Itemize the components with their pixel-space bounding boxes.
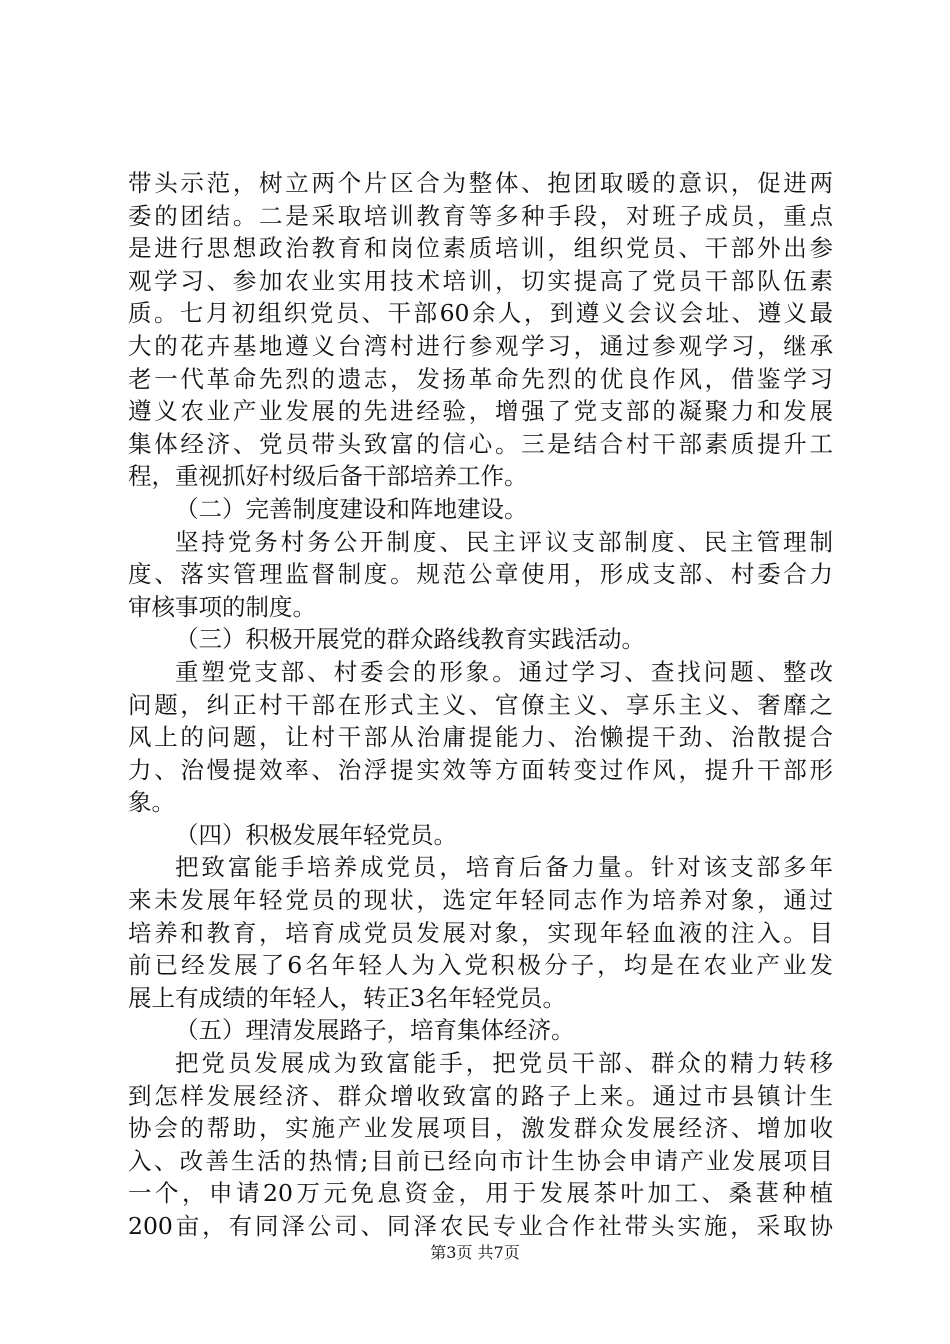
text-line: 到怎样发展经济、群众增收致富的路子上来。通过市县镇计生 (128, 1081, 833, 1110)
text-line: 200亩，有同泽公司、同泽农民专业合作社带头实施，采取协 (128, 1212, 833, 1240)
text-line: 一个，申请20万元免息资金，用于发展茶叶加工、桑葚种植 (128, 1179, 833, 1208)
text-line: 度、落实管理监督制度。规范公章使用，形成支部、村委合力 (128, 560, 833, 589)
text-line: 协会的帮助，实施产业发展项目，激发群众发展经济、增加收 (128, 1114, 833, 1143)
text-line: 是进行思想政治教育和岗位素质培训，组织党员、干部外出参 (128, 234, 833, 263)
text-line: 象。 (128, 788, 175, 817)
text-line: 培养和教育，培育成党员发展对象，实现年轻血液的注入。目 (128, 918, 833, 947)
section-heading: （五）理清发展路子，培育集体经济。 (175, 1016, 575, 1045)
text-line: 来未发展年轻党员的现状，选定年轻同志作为培养对象，通过 (128, 886, 833, 915)
section-heading: （三）积极开展党的群众路线教育实践活动。 (175, 625, 645, 654)
text-line: 集体经济、党员带头致富的信心。三是结合村干部素质提升工 (128, 429, 833, 458)
text-line: 把党员发展成为致富能手，把党员干部、群众的精力转移 (175, 1049, 833, 1078)
text-line: 审核事项的制度。 (128, 592, 316, 621)
section-heading: （四）积极发展年轻党员。 (175, 820, 457, 849)
text-line: 观学习、参加农业实用技术培训，切实提高了党员干部队伍素 (128, 266, 833, 295)
text-line: 老一代革命先烈的遗志，发扬革命先烈的优良作风，借鉴学习 (128, 364, 833, 393)
text-line: 程，重视抓好村级后备干部培养工作。 (128, 462, 528, 491)
text-line: 风上的问题，让村干部从治庸提能力、治懒提干劲、治散提合 (128, 723, 833, 752)
text-line: 力、治慢提效率、治浮提实效等方面转变过作风，提升干部形 (128, 755, 833, 784)
text-line: 带头示范，树立两个片区合为整体、抱团取暖的意识，促进两 (128, 169, 833, 197)
text-line: 前已经发展了6名年轻人为入党积极分子，均是在农业产业发 (128, 951, 833, 980)
body-text (128, 167, 833, 1243)
section-heading: （二）完善制度建设和阵地建设。 (175, 494, 528, 523)
text-line: 重塑党支部、村委会的形象。通过学习、查找问题、整改 (175, 657, 833, 686)
text-line: 大的花卉基地遵义台湾村进行参观学习，通过参观学习，继承 (128, 331, 833, 360)
page-footer: 第3页 共7页 (430, 1243, 520, 1262)
text-line: 坚持党务村务公开制度、民主评议支部制度、民主管理制 (175, 527, 833, 556)
text-line: 问题，纠正村干部在形式主义、官僚主义、享乐主义、奢靡之 (128, 690, 833, 719)
text-line: 入、改善生活的热情;目前已经向市计生协会申请产业发展项目 (128, 1146, 833, 1175)
text-line: 委的团结。二是采取培训教育等多种手段，对班子成员，重点 (128, 201, 833, 230)
text-line: 质。七月初组织党员、干部60余人，到遵义会议会址、遵义最 (128, 299, 833, 328)
text-line: 展上有成绩的年轻人，转正3名年轻党员。 (128, 983, 566, 1012)
text-line: 把致富能手培养成党员，培育后备力量。针对该支部多年 (175, 853, 833, 882)
text-line: 遵义农业产业发展的先进经验，增强了党支部的凝聚力和发展 (128, 397, 833, 426)
